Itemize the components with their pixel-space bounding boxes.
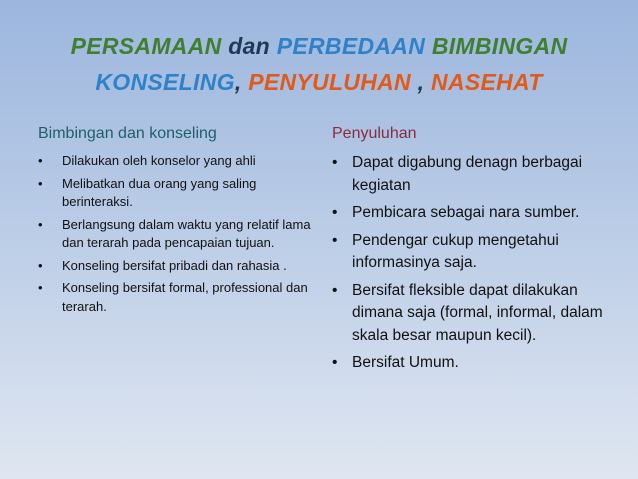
list-item-text: Bersifat Umum. — [352, 354, 459, 371]
title-word-dan: dan — [228, 33, 271, 59]
list-item-text: Pendengar cukup mengetahui informasinya saja. — [352, 231, 559, 271]
list-item — [38, 175, 318, 212]
title-separator: , — [410, 69, 432, 95]
list-item — [332, 202, 622, 225]
bullet-icon: • — [38, 153, 43, 168]
list-item — [38, 152, 318, 171]
title-comma: , — [234, 69, 242, 95]
list-item-text: Berlangsung dalam waktu yang relatif lama dan terarah pada pencapaian tujuan. — [62, 216, 311, 250]
bullet-icon: • — [332, 154, 338, 171]
list-item — [38, 257, 318, 276]
bullet-icon: • — [38, 280, 43, 295]
list-item — [38, 216, 318, 253]
left-column-heading: Bimbingan dan konseling — [38, 125, 217, 142]
bullet-icon: • — [332, 281, 338, 299]
bullet-icon: • — [332, 204, 338, 221]
bullet-icon: • — [38, 216, 43, 232]
title-word-konseling: KONSELING — [95, 69, 235, 95]
list-item-text: Bersifat fleksible dapat dilakukan dimana saja (formal, informal, dalam skala besar maupun kecil). — [352, 281, 603, 344]
title-line-2 — [0, 64, 638, 100]
bullet-icon: • — [38, 175, 43, 191]
bullet-icon: • — [332, 354, 338, 371]
bullet-icon: • — [332, 231, 338, 249]
left-column — [38, 122, 318, 320]
list-item-text: Dapat digabung denagn berbagai kegiatan — [352, 154, 583, 194]
left-bullet-list — [38, 152, 318, 316]
right-bullet-list — [332, 152, 622, 375]
list-item — [332, 280, 622, 348]
title-word-perbedaan: PERBEDAAN — [276, 33, 426, 59]
title-line-1 — [0, 28, 638, 64]
list-item-text: Dilakukan oleh konselor yang ahli — [62, 153, 256, 168]
list-item-text: Pembicara sebagai nara sumber. — [352, 204, 580, 221]
title-word-nasehat: NASEHAT — [431, 69, 543, 95]
title-word-penyuluhan: PENYULUHAN — [248, 69, 411, 95]
list-item — [332, 352, 622, 375]
list-item — [38, 279, 318, 316]
list-item-text: Konseling bersifat pribadi dan rahasia . — [62, 257, 287, 273]
title-word-persamaan: PERSAMAAN — [70, 33, 222, 59]
right-column — [332, 122, 622, 380]
bullet-icon: • — [38, 257, 43, 273]
title-word-bimbingan: BIMBINGAN — [431, 33, 568, 59]
slide-title — [0, 28, 638, 100]
list-item-text: Konseling bersifat formal, professional dan terarah. — [62, 280, 308, 314]
list-item-text: Melibatkan dua orang yang saling berinteraksi. — [62, 175, 257, 209]
list-item — [332, 152, 622, 197]
right-column-heading: Penyuluhan — [332, 125, 417, 142]
list-item — [332, 230, 622, 275]
